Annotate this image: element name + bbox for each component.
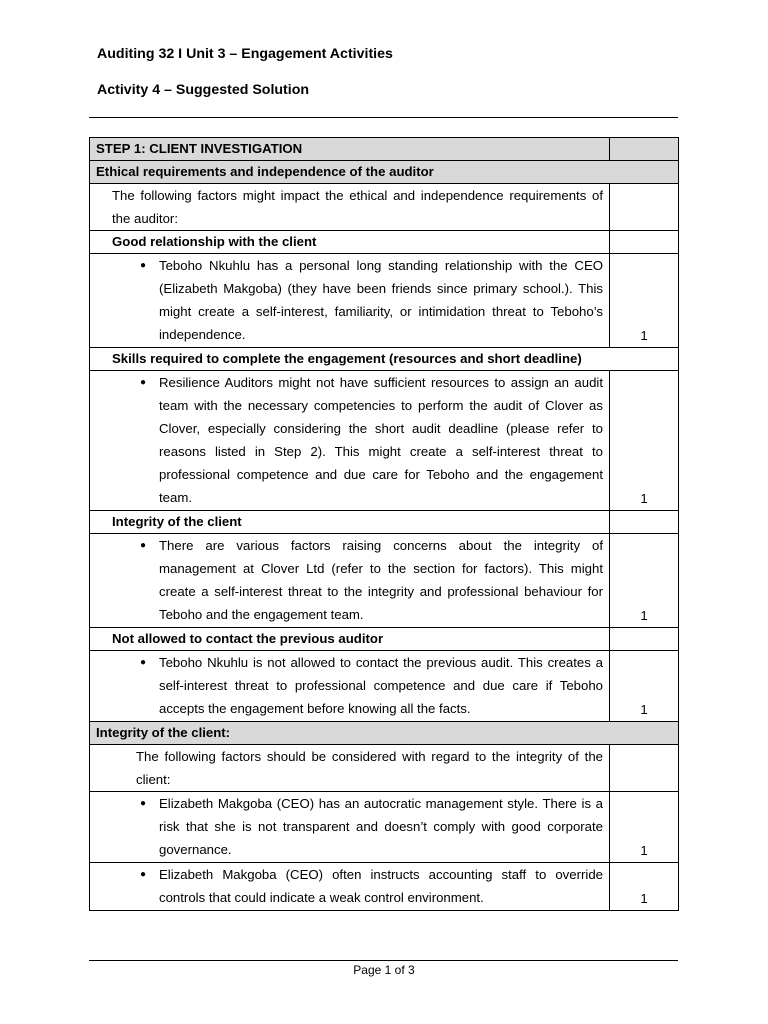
- bullet-row: [90, 863, 679, 911]
- bullet-icon: ●: [140, 540, 147, 551]
- bullet-row: [90, 792, 679, 863]
- mark-cell: [610, 628, 679, 651]
- bullet-text: Elizabeth Makgoba (CEO) often instructs accounting staff to override controls that could indicate a weak control environment.: [159, 867, 603, 905]
- intro-row: [90, 184, 679, 231]
- subheading-row: [90, 348, 679, 371]
- subheading: Good relationship with the client: [90, 231, 610, 254]
- section-row: [90, 722, 679, 745]
- bullet-icon: ●: [140, 657, 147, 668]
- bullet-icon: ●: [140, 798, 147, 809]
- bullet-text: Teboho Nkuhlu has a personal long standing relationship with the CEO (Elizabeth Makgoba) (they have been friends since primary school.). This might create a self-interest, familiarity, or intimidation threat to Teboho’s independence.: [159, 258, 603, 342]
- document-subtitle: Activity 4 – Suggested Solution: [97, 82, 310, 98]
- solution-table: [89, 137, 679, 911]
- mark-cell: [610, 745, 679, 792]
- intro-row: [90, 745, 679, 792]
- mark-value: 1: [610, 651, 679, 722]
- intro-text: The following factors should be considered with regard to the integrity of the client:: [90, 745, 610, 792]
- bullet-text: Teboho Nkuhlu is not allowed to contact the previous audit. This creates a self-interest threat to professional competence and due care if Teboho accepts the engagement before knowing all the facts.: [159, 655, 603, 716]
- subheading-row: [90, 511, 679, 534]
- mark-cell: [610, 184, 679, 231]
- header-divider: [89, 117, 678, 118]
- section-title: Ethical requirements and independence of the auditor: [90, 161, 679, 184]
- subheading-row: [90, 628, 679, 651]
- subheading-row: [90, 231, 679, 254]
- subheading: Skills required to complete the engagement (resources and short deadline): [90, 348, 679, 371]
- mark-value: 1: [610, 792, 679, 863]
- bullet-text: Elizabeth Makgoba (CEO) has an autocratic management style. There is a risk that she is not transparent and doesn’t comply with good corporate governance.: [159, 796, 603, 857]
- subheading: Not allowed to contact the previous auditor: [90, 628, 610, 651]
- section-title: Integrity of the client:: [90, 722, 679, 745]
- bullet-row: [90, 534, 679, 628]
- footer-divider: [89, 960, 678, 961]
- mark-value: 1: [610, 534, 679, 628]
- step-row: [90, 138, 679, 161]
- intro-text: The following factors might impact the ethical and independence requirements of the auditor:: [90, 184, 610, 231]
- mark-cell: [610, 231, 679, 254]
- bullet-text: There are various factors raising concerns about the integrity of management at Clover Ltd (refer to the section for factors). This might create a self-interest threat to the integrity and professional behaviour for Teboho and the engagement team.: [159, 538, 603, 622]
- bullet-icon: ●: [140, 377, 147, 388]
- document-title: Auditing 32 I Unit 3 – Engagement Activities: [97, 46, 393, 62]
- bullet-icon: ●: [140, 260, 147, 271]
- page-number: Page 1 of 3: [353, 963, 415, 977]
- mark-value: 1: [610, 863, 679, 911]
- bullet-text: Resilience Auditors might not have sufficient resources to assign an audit team with the necessary competencies to perform the audit of Clover as Clover, especially considering the short audit deadline (please refer to reasons listed in Step 2). This might create a self-interest threat to professional competence and due care for Teboho and the engagement team.: [159, 375, 603, 505]
- bullet-icon: ●: [140, 869, 147, 880]
- step-title: STEP 1: CLIENT INVESTIGATION: [90, 138, 610, 161]
- mark-cell: [610, 138, 679, 161]
- mark-cell: [610, 511, 679, 534]
- section-row: [90, 161, 679, 184]
- mark-value: 1: [610, 371, 679, 511]
- bullet-row: [90, 254, 679, 348]
- mark-value: 1: [610, 254, 679, 348]
- bullet-row: [90, 651, 679, 722]
- subheading: Integrity of the client: [90, 511, 610, 534]
- bullet-row: [90, 371, 679, 511]
